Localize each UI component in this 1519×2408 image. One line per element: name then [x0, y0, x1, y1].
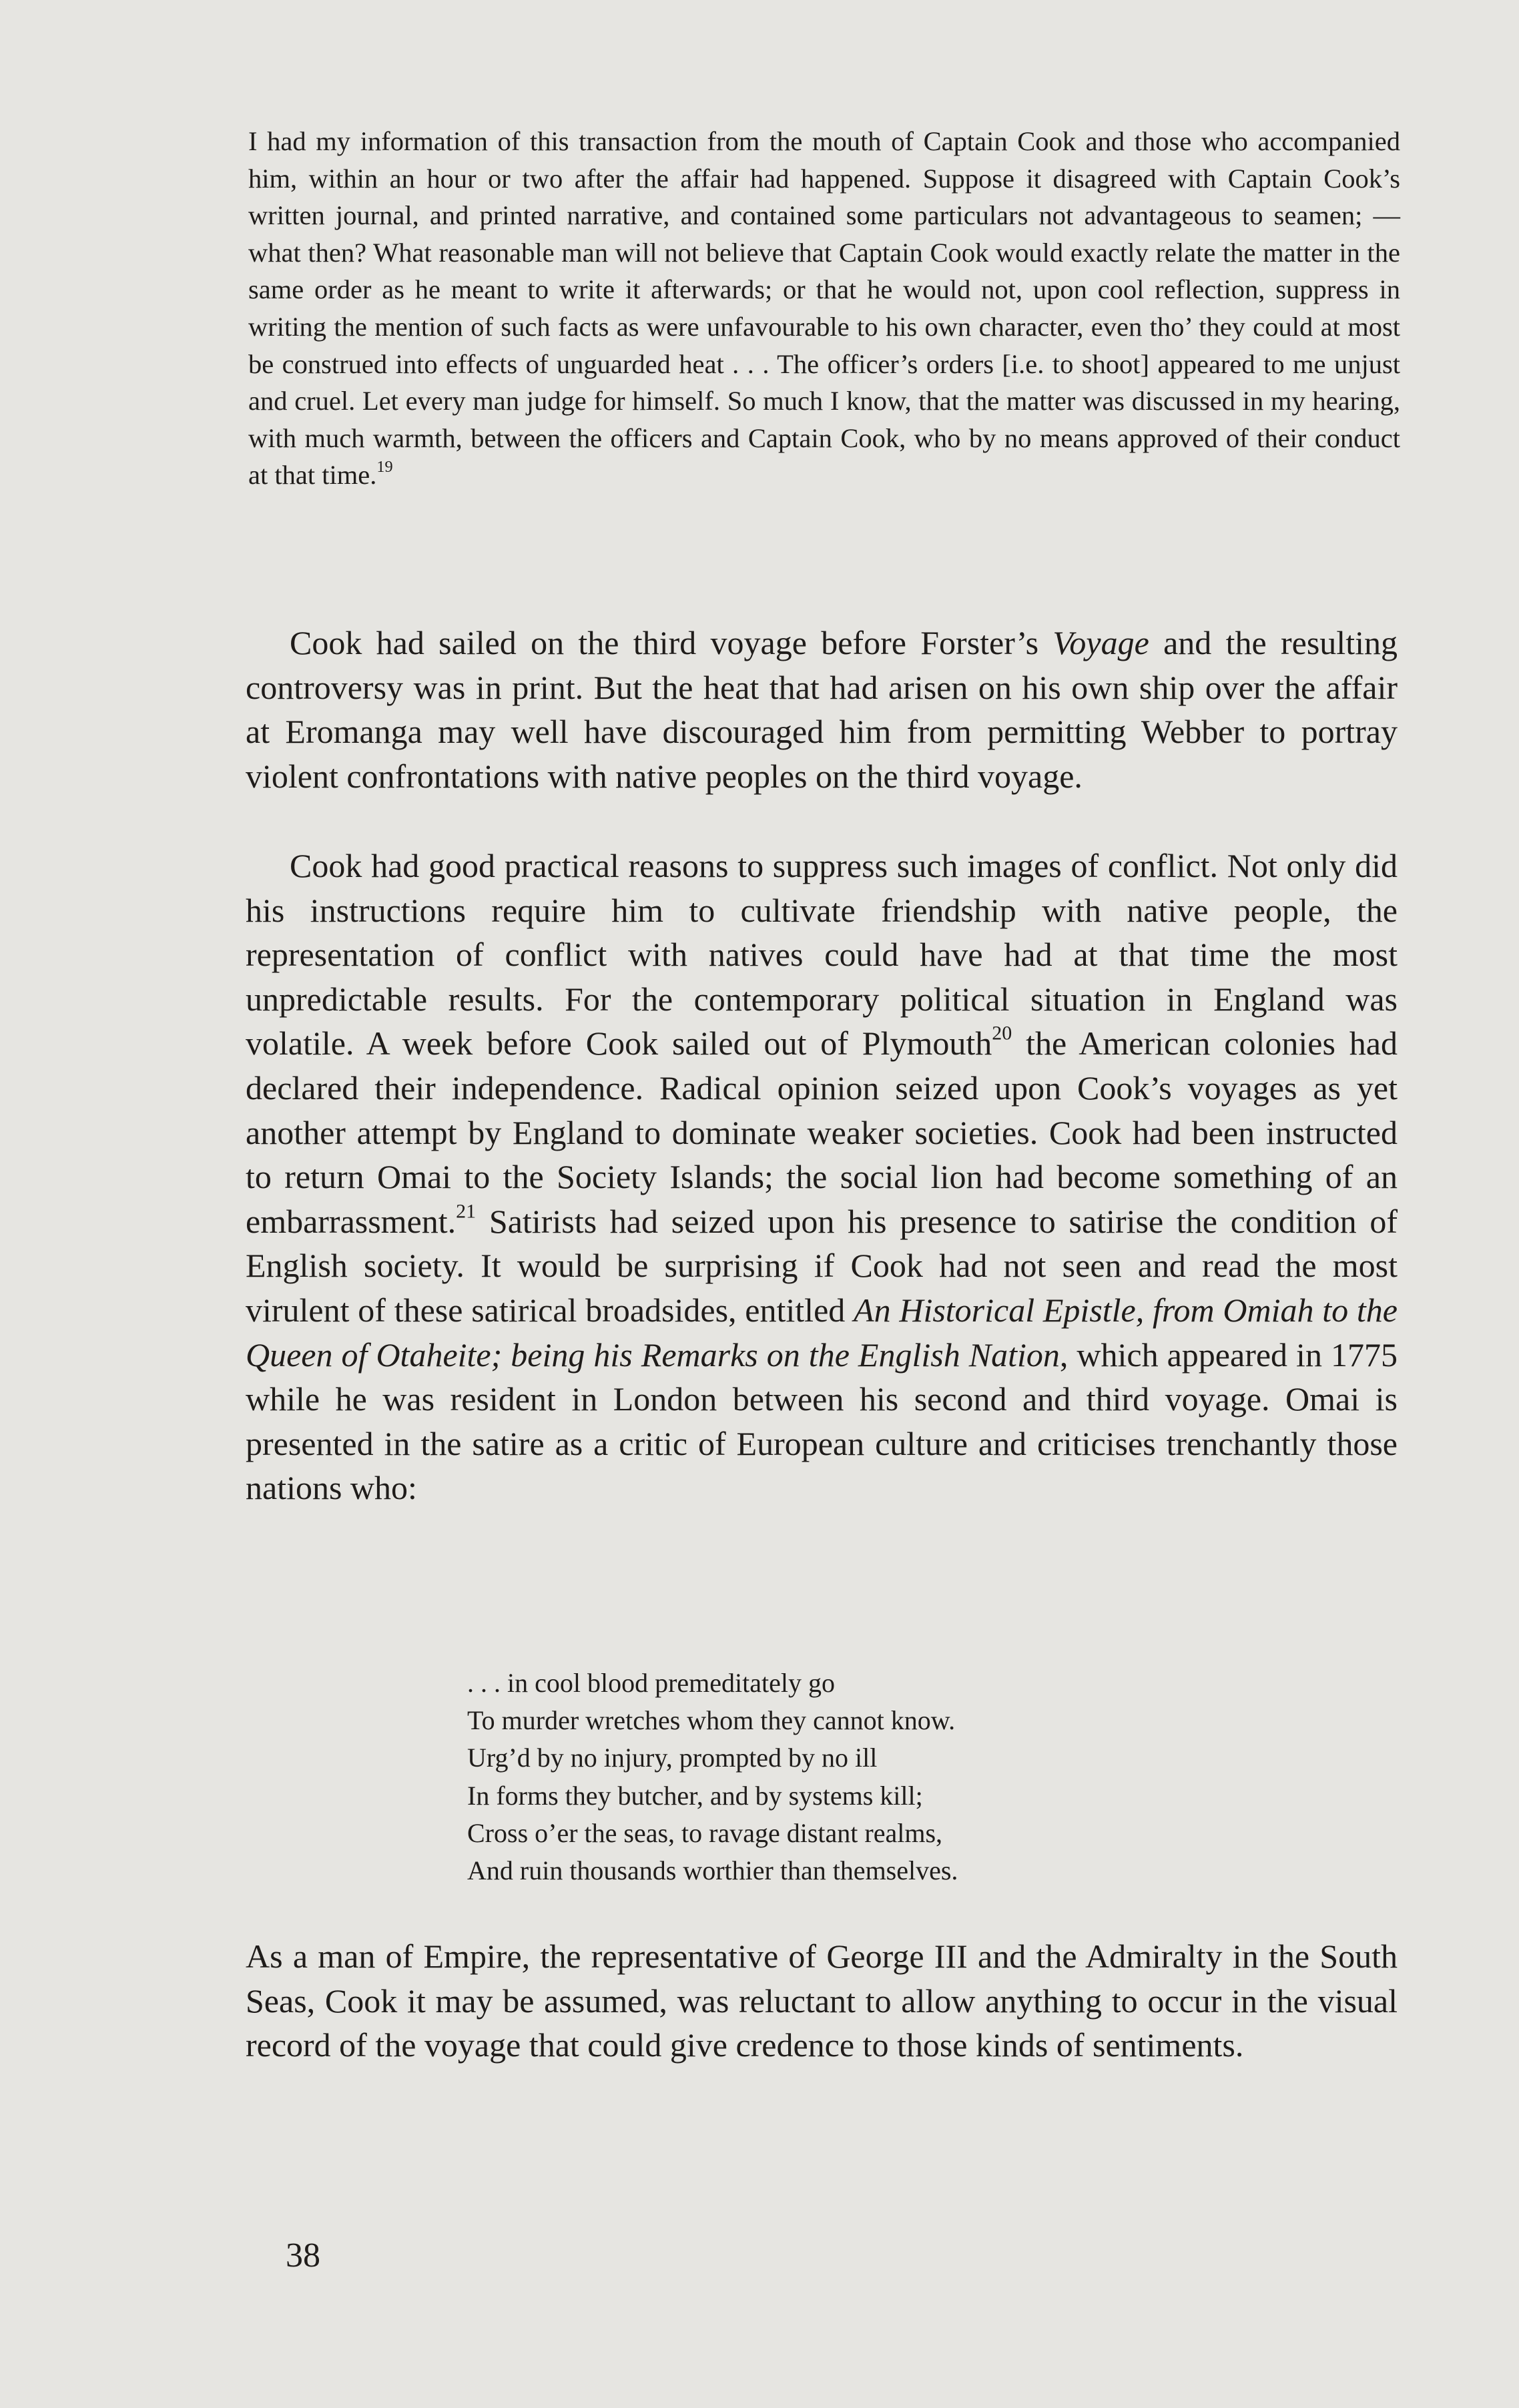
verse-line: And ruin thousands worthier than themselves. [467, 1855, 958, 1886]
paragraph-1-text-b: and the resulting controversy was in print. But the heat that had arisen on his own ship over the affair at Eromanga may well have discouraged him from permitting Webber to portray violent confrontations with native peoples on the third voyage. [246, 624, 1398, 795]
paragraph-2-text-c: Satirists had seized upon his presence to satirise the condition of English society. It would be surprising if Cook had not seen and read the most virulent of these satirical broadsides, entitled [246, 1202, 1398, 1329]
verse-quote [467, 1665, 958, 1889]
body-paragraph-1 [246, 621, 1398, 798]
epistle-title: An Historical Epistle, from Omiah to the Queen of Otaheite; being his Remarks on the English Nation [246, 1291, 1398, 1374]
footnote-ref-21: 21 [456, 1200, 477, 1223]
body-paragraph-3: As a man of Empire, the representative of George III and the Admiralty in the South Seas, Cook it may be assumed, was reluctant to allow anything to occur in the visual record of the voyage that could give credence to those kinds of sentiments. [246, 1937, 1398, 2064]
verse-line: To murder wretches whom they cannot know. [467, 1705, 956, 1736]
paragraph-2-text-b: the American colonies had declared their independence. Radical opinion seized upon Cook’s voyages as yet another attempt by England to dominate weaker societies. Cook had been instructed to return Omai to the Society Islands; the social lion had become something of an embarrassment. [246, 1024, 1398, 1240]
footnote-ref-20: 20 [992, 1022, 1012, 1044]
paragraph-2-text-a: Cook had good practical reasons to suppress such images of conflict. Not only did his instructions require him to cultivate friendship with native people, the representation of conflict with natives could have had at that time the most unpredictable results. For the contemporary political situation in England was volatile. A week before Cook sailed out of Plymouth [246, 847, 1398, 1063]
verse-line: In forms they butcher, and by systems kill; [467, 1780, 923, 1811]
footnote-ref-19: 19 [376, 458, 393, 477]
block-quote [248, 123, 1400, 494]
voyage-title: Voyage [1052, 624, 1149, 661]
paragraph-1-text-a: Cook had sailed on the third voyage before Forster’s [290, 624, 1053, 661]
paragraph-2-text-d: , which appeared in 1775 while he was resident in London between his second and third voyage. Omai is presented in the satire as a critic of European culture and criticises trenchantly those nations who: [246, 1335, 1398, 1507]
verse-line: . . . in cool blood premeditately go [467, 1668, 835, 1698]
verse-line: Urg’d by no injury, prompted by no ill [467, 1743, 878, 1773]
body-paragraph-2 [246, 844, 1398, 1510]
verse-line: Cross o’er the seas, to ravage distant realms, [467, 1817, 943, 1848]
page-number: 38 [286, 2236, 320, 2275]
block-quote-text: I had my information of this transaction from the mouth of Captain Cook and those who accompanied him, within an hour or two after the affair had happened. Suppose it disagreed with Captain Cook’s written journal, and printed narrative, and contained some particulars not advantageous to seamen; — what then? What reasonable man will not believe that Captain Cook would exactly relate the matter in the same order as he meant to write it afterwards; or that he would not, upon cool reflection, suppress in writing the mention of such facts as were unfavourable to his own character, even tho’ they could at most be construed into effects of unguarded heat . . . The officer’s orders [i.e. to shoot] appeared to me unjust and cruel. Let every man judge for himself. So much I know, that the matter was discussed in my hearing, with much warmth, between the officers and Captain Cook, who by no means approved of their conduct at that time. [248, 126, 1400, 491]
